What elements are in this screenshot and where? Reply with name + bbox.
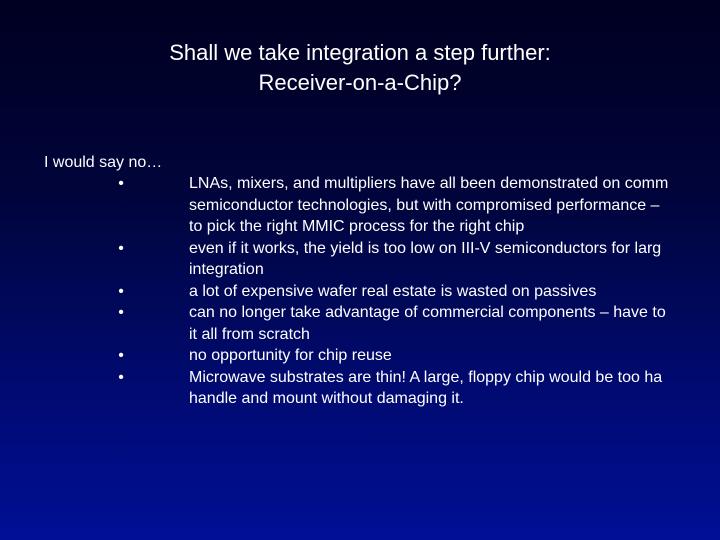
bullet-item [0, 281, 720, 303]
bullet-dot-icon: • [118, 368, 124, 386]
bullet-list [0, 173, 720, 410]
bullet-item [0, 238, 720, 281]
bullet-line: handle and mount without damaging it. [189, 390, 464, 407]
slide-title-line-2: Receiver-on-a-Chip? [258, 70, 462, 95]
bullet-line: can no longer take advantage of commercial components – have to [189, 304, 666, 321]
bullet-line: even if it works, the yield is too low on III-V semiconductors for larg [189, 239, 662, 257]
bullet-item [0, 367, 720, 410]
slide-title [0, 38, 720, 98]
bullet-line: Microwave substrates are thin! A large, floppy chip would be too ha [189, 368, 663, 386]
bullet-item [0, 173, 720, 238]
bullet-line: a lot of expensive wafer real estate is wasted on passives [189, 282, 597, 300]
bullet-dot-icon: • [118, 175, 124, 192]
bullet-line: LNAs, mixers, and multipliers have all been demonstrated on comm [189, 175, 669, 192]
bullet-line: semiconductor technologies, but with compromised performance – [189, 196, 660, 214]
bullet-dot-icon: • [118, 347, 124, 364]
bullet-item [0, 302, 720, 345]
bullet-dot-icon: • [118, 239, 124, 257]
bullet-dot-icon: • [118, 282, 124, 300]
bullet-line: no opportunity for chip reuse [189, 347, 392, 364]
bullet-line: to pick the right MMIC process for the right chip [189, 218, 525, 235]
intro-text: I would say no… [44, 154, 163, 171]
bullet-item [0, 345, 720, 367]
slide-title-line-1: Shall we take integration a step further: [169, 40, 551, 65]
bullet-line: it all from scratch [189, 325, 310, 343]
bullet-line: integration [189, 261, 264, 278]
bullet-dot-icon: • [118, 304, 124, 321]
